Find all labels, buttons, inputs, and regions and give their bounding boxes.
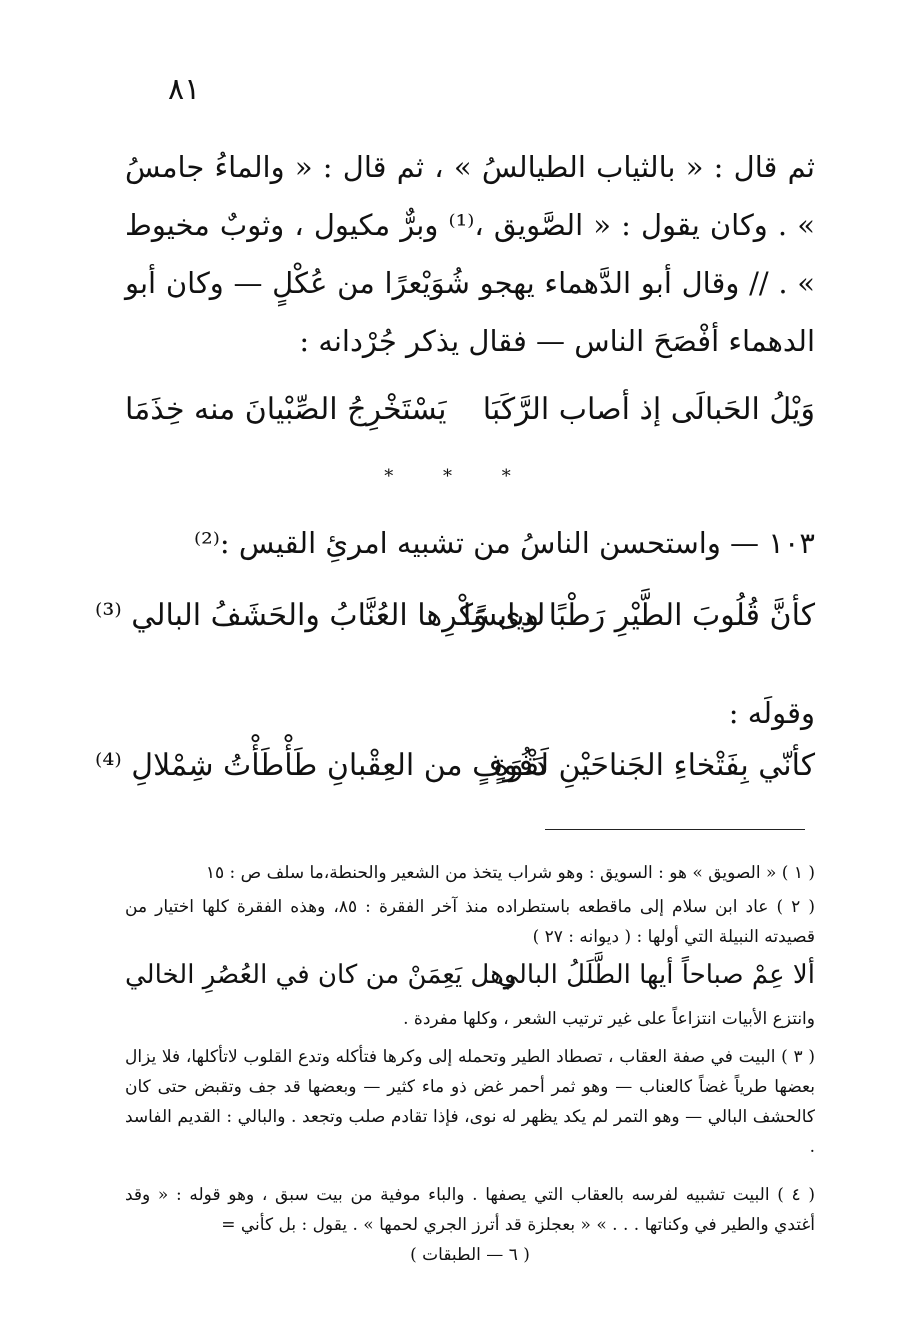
verse-1-first-half: وَيْلُ الحَبالَى إذ أصاب الرَّكَبَا [482, 392, 815, 427]
verse-3 [95, 748, 815, 798]
page-number: ٨١ [168, 72, 201, 107]
footnote-2-continued: وانتزع الأبيات انتزاعاً على غير ترتيب الشعر ، وكلها مفردة . [403, 1009, 815, 1029]
section-heading-103: ١٠٣ — واستحسن الناسُ من تشبيه امرئِ القيس :⁽²⁾ [194, 526, 815, 560]
footnote-1: ( ١ ) « الصويق » هو : السويق : وهو شراب يتخذ من الشعير والحنطة،ما سلف ص : ١٥ [205, 863, 815, 883]
verse-2 [95, 598, 815, 648]
page-footer: ( ٦ — الطبقات ) [410, 1245, 530, 1265]
verse-1 [125, 392, 815, 442]
intro-his-saying: وقولَه : [728, 696, 815, 730]
footnote-divider [545, 829, 805, 830]
footnote-2: ( ٢ ) عاد ابن سلام إلى ماقطعه باستطراده منذ آخر الفقرة : ٨٥، وهذه الفقرة كلها اختيار من قصيدته النبيلة التي أولها : ( ديوانه : ٢٧ ) [125, 897, 815, 947]
section-separator: * * * [384, 466, 533, 487]
footnote-2-verse-first: ألا عِمْ صباحاً أيها الطَّلَلُ البالي [497, 960, 815, 990]
verse-1-second-half: يَسْتَخْرِجُ الصِّبْيانَ منه خِذَمَا [125, 392, 447, 427]
footnote-3: ( ٣ ) البيت في صفة العقاب ، تصطاد الطير وتحمله إلى وكرها فتأكله وتدع القلوب لاتأكلها، فلا يزال بعضها طرياً غضاً كالعناب — وهو ثمر أحمر غض ذو ماء كثير — وبعضها قد جف وتقبض حتى كان كالحشف البالي — وهو التمر لم يكد يظهر له نوى، فإذا تقادم صلب وتجعد . والبالي : القديم الفاسد . [125, 1047, 815, 1157]
verse-2-second-half: لدى وَكْرِها العُنَّابُ والحَشَفُ البالي ⁽³⁾ [95, 598, 546, 633]
footnote-2-verse-second: وهل يَعِمَنْ من كان في العُصُرِ الخالي [125, 960, 517, 990]
footnote-2-verse [125, 960, 815, 1000]
verse-2-first-half: كأنَّ قُلُوبَ الطَّيْرِ رَطْبًا ويابسًا [462, 598, 815, 633]
footnote-4: ( ٤ ) البيت تشبيه لفرسه بالعقاب التي يصفها . والباء موفية من بيت سبق ، وهو قوله : « وقد أغتدي والطير في وكناتها . . . » « بعجلزة قد أترز الجري لحمها » . يقول : بل كأني = [125, 1185, 815, 1235]
verse-3-first-half: كأنّي بِفَتْخاءِ الجَناحَيْنِ لَقْوَةٍ [493, 748, 815, 783]
verse-3-second-half: دَفُوفٍ من العِقْبانِ طَأْطَأْتُ شِمْلالِ ⁽⁴⁾ [95, 748, 547, 783]
paragraph-main: ثم قال : « بالثياب الطيالسُ » ، ثم قال : « والماءُ جامسُ » . وكان يقول : « الصَّويق ،⁽¹⁾ وبرٌّ مكيول ، وثوبٌ مخيوط » . // وقال أبو الدَّهماء يهجو شُوَيْعرًا من عُكْلٍ — وكان أبو الدهماء أفْصَحَ الناس — فقال يذكر جُرْدانه : [125, 150, 815, 358]
